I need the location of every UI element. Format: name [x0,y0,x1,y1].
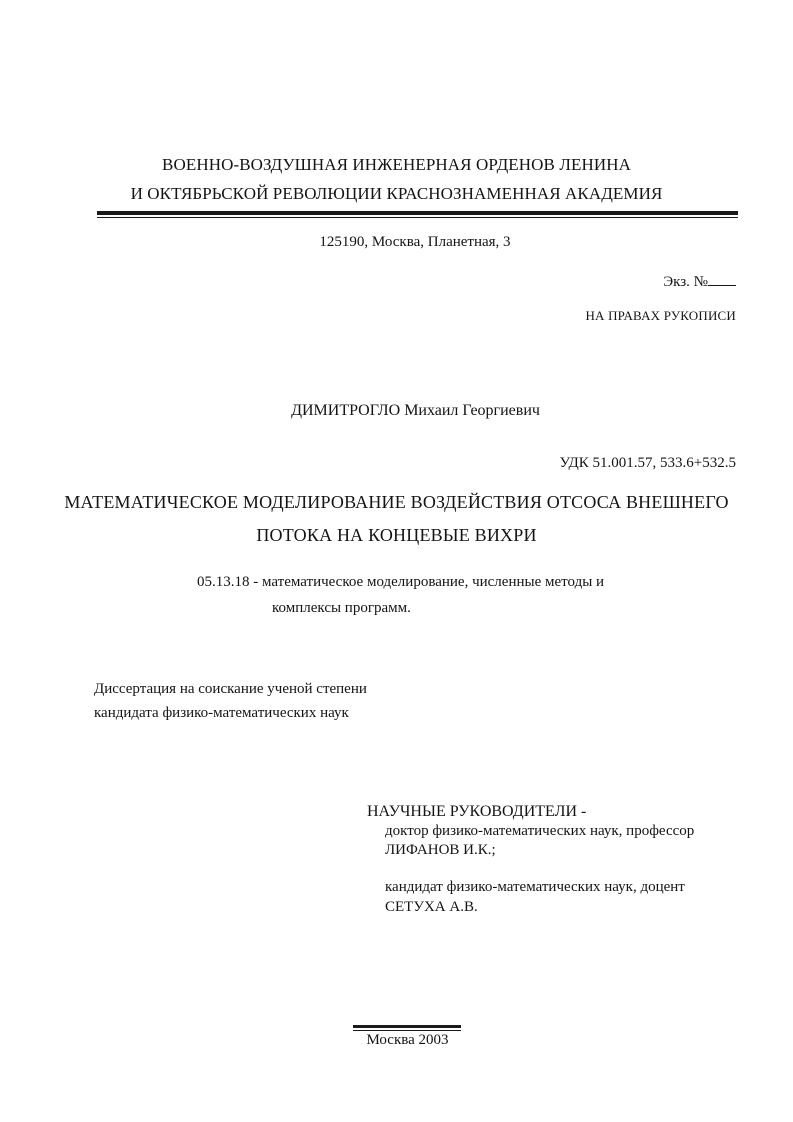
supervisor-2-title: кандидат физико-математических наук, доцент [385,879,685,895]
udc-code: УДК 51.001.57, 533.6+532.5 [559,455,736,471]
degree-line-1: Диссертация на соискание ученой степени [94,681,367,697]
academy-name-line-2: И ОКТЯБРЬСКОЙ РЕВОЛЮЦИИ КРАСНОЗНАМЕННАЯ АКАДЕМИЯ [130,184,663,203]
copy-number-blank [708,271,736,286]
city-year: Москва 2003 [366,1032,449,1048]
specialty-line-2: комплексы программ. [272,600,411,616]
supervisor-2-name: СЕТУХА А.В. [385,899,478,915]
copy-number-label: Экз. № [663,274,708,290]
degree-line-2: кандидата физико-математических наук [94,705,349,721]
academy-address: 125190, Москва, Планетная, 3 [319,234,511,250]
copy-number [663,271,736,291]
footer-rule-thin [353,1030,461,1031]
specialty-line-1: 05.13.18 - математическое моделирование, численные методы и [197,574,605,590]
supervisor-1-name: ЛИФАНОВ И.К.; [385,842,496,858]
dissertation-title-line-1: МАТЕМАТИЧЕСКОЕ МОДЕЛИРОВАНИЕ ВОЗДЕЙСТВИЯ ОТСОСА ВНЕШНЕГО [64,492,729,512]
header-rule-thin [97,217,738,218]
footer-rule-thick [353,1025,461,1028]
header-rule-thick [97,211,738,215]
dissertation-title-line-2: ПОТОКА НА КОНЦЕВЫЕ ВИХРИ [256,525,537,545]
author-name: ДИМИТРОГЛО Михаил Георгиевич [291,402,540,419]
supervisors-heading: НАУЧНЫЕ РУКОВОДИТЕЛИ - [367,803,587,820]
supervisor-1-title: доктор физико-математических наук, профессор [385,823,695,839]
manuscript-rights: НА ПРАВАХ РУКОПИСИ [585,308,736,323]
academy-name-line-1: ВОЕННО-ВОЗДУШНАЯ ИНЖЕНЕРНАЯ ОРДЕНОВ ЛЕНИНА [162,155,631,174]
